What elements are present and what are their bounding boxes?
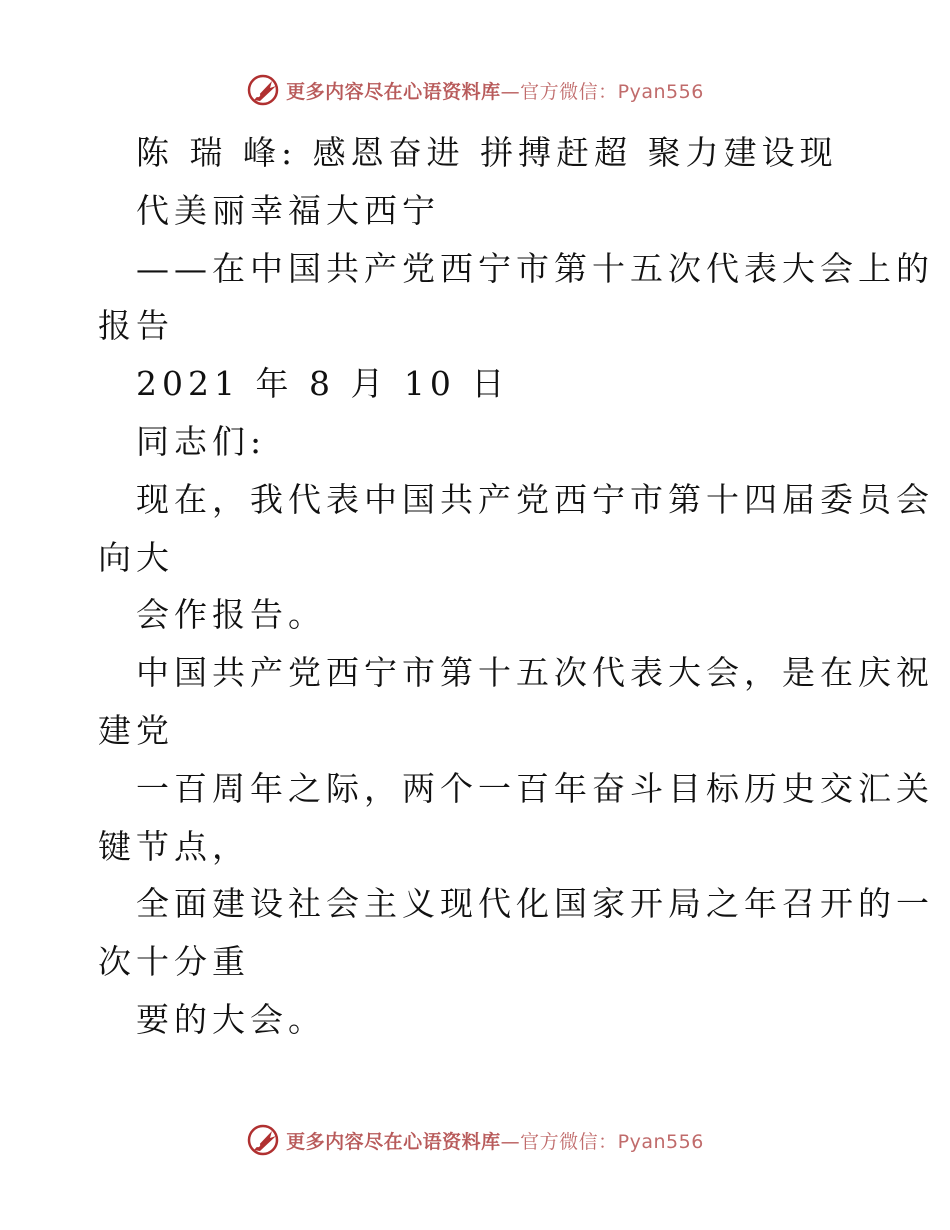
header-watermark — [0, 72, 950, 108]
paragraph-line: 建党 — [98, 710, 174, 750]
title-line-1: 陈 瑞 峰: 感恩奋进 拼搏赶超 聚力建设现 — [136, 133, 838, 172]
date-line: 2021 年 8 月 10 日 — [136, 364, 510, 404]
paragraph-line: 现在，我代表中国共产党西宁市第十四届委员会 — [136, 479, 934, 519]
paragraph-line: 中国共产党西宁市第十五次代表大会，是在庆祝 — [136, 653, 934, 693]
footer-watermark — [0, 1122, 950, 1158]
salutation-line: 同志们: — [136, 421, 267, 461]
paragraph-line: 会作报告。 — [136, 595, 326, 635]
paragraph-line: 要的大会。 — [136, 999, 326, 1039]
quill-logo-icon — [246, 73, 280, 107]
paragraph-line: 向大 — [98, 537, 174, 577]
quill-logo-icon — [246, 1123, 280, 1157]
paragraph-line: 键节点， — [98, 826, 250, 866]
paragraph-line: 全面建设社会主义现代化国家开局之年召开的一 — [136, 884, 934, 924]
paragraph-line: 一百周年之际，两个一百年奋斗目标历史交汇关 — [136, 768, 934, 808]
paragraph-line: 次十分重 — [98, 942, 250, 982]
title-line-2: 代美丽幸福大西宁 — [136, 190, 440, 230]
watermark-text: 更多内容尽在心语资料库—官方微信：Pyan556 — [286, 1130, 704, 1153]
subtitle-line-1: ——在中国共产党西宁市第十五次代表大会上的 — [136, 248, 934, 288]
subtitle-line-2: 报告 — [98, 306, 174, 346]
watermark-text: 更多内容尽在心语资料库—官方微信：Pyan556 — [286, 80, 704, 103]
document-body — [98, 124, 934, 1049]
